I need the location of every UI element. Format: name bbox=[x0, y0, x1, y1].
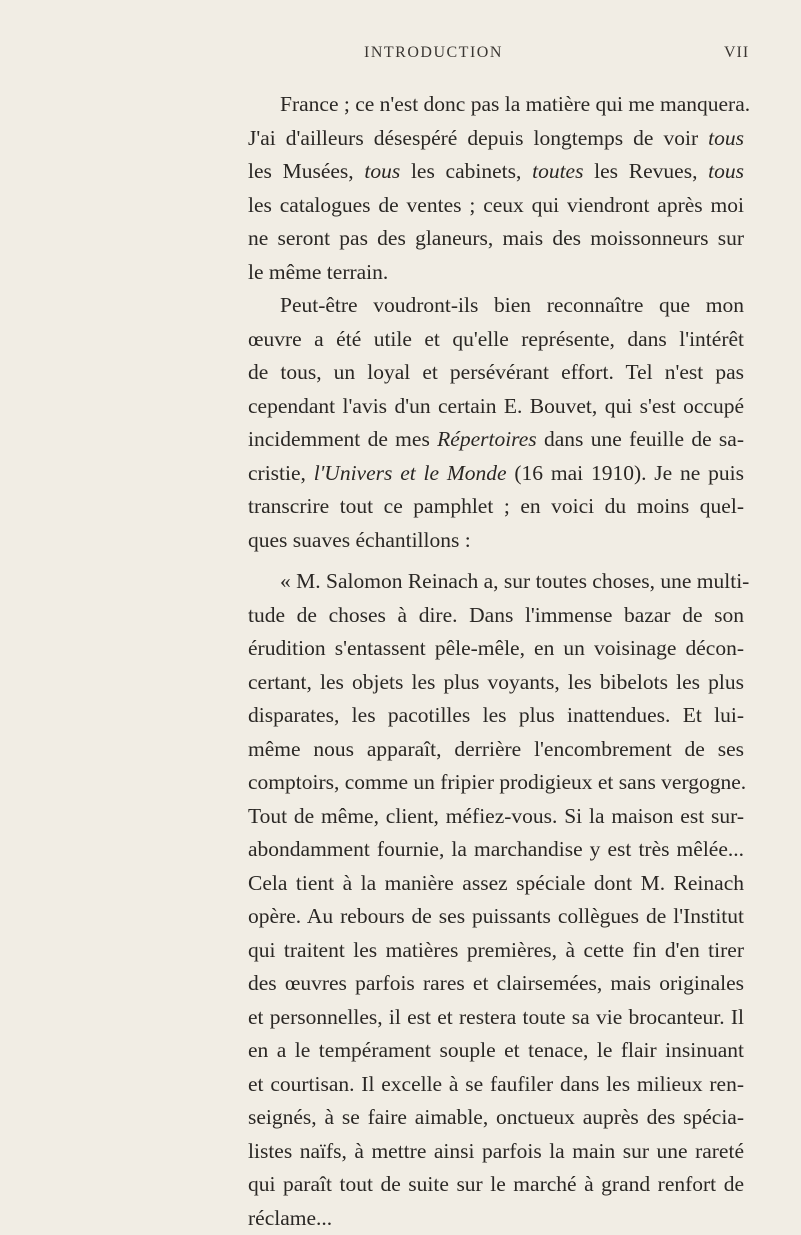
text-line: Tout de même, client, méfiez-vous. Si la maison est sur- bbox=[248, 800, 744, 834]
page-number: VII bbox=[724, 44, 749, 62]
text-line: France ; ce n'est donc pas la matière qui me manquera. bbox=[248, 88, 744, 122]
text-line: qui paraît tout de suite sur le marché à grand renfort de bbox=[248, 1168, 744, 1202]
text-line: seignés, à se faire aimable, onctueux auprès des spécia- bbox=[248, 1101, 744, 1135]
text-line: des œuvres parfois rares et clairsemées, mais originales bbox=[248, 967, 744, 1001]
text-line: transcrire tout ce pamphlet ; en voici du moins quel- bbox=[248, 490, 744, 524]
text-line: qui traitent les matières premières, à cette fin d'en tirer bbox=[248, 934, 744, 968]
text-line: abondamment fournie, la marchandise y est très mêlée... bbox=[248, 833, 744, 867]
text-line: réclame... bbox=[248, 1202, 744, 1235]
italic-text: Répertoires bbox=[437, 427, 537, 451]
text-line: de tous, un loyal et persévérant effort. Tel n'est pas bbox=[248, 356, 744, 390]
running-head bbox=[0, 44, 801, 68]
text-line: « M. Salomon Reinach a, sur toutes choses, une multi- bbox=[248, 565, 744, 599]
text-line: comptoirs, comme un fripier prodigieux et sans vergogne. bbox=[248, 766, 744, 800]
italic-text: tous bbox=[708, 126, 744, 150]
text-line: et courtisan. Il excelle à se faufiler dans les milieux ren- bbox=[248, 1068, 744, 1102]
italic-text: tous bbox=[708, 159, 744, 183]
text-line: en a le tempérament souple et tenace, le flair insinuant bbox=[248, 1034, 744, 1068]
text-line: érudition s'entassent pêle-mêle, en un voisinage décon- bbox=[248, 632, 744, 666]
text-line: Cela tient à la manière assez spéciale dont M. Reinach bbox=[248, 867, 744, 901]
text-line: ne seront pas des glaneurs, mais des moissonneurs sur bbox=[248, 222, 744, 256]
text-line: listes naïfs, à mettre ainsi parfois la main sur une rareté bbox=[248, 1135, 744, 1169]
running-title: INTRODUCTION bbox=[364, 44, 503, 62]
text-line: le même terrain. bbox=[248, 256, 744, 290]
text-line: œuvre a été utile et qu'elle représente, dans l'intérêt bbox=[248, 323, 744, 357]
italic-text: toutes bbox=[532, 159, 583, 183]
text-line: disparates, les pacotilles les plus inattendues. Et lui- bbox=[248, 699, 744, 733]
text-line: les catalogues de ventes ; ceux qui viendront après moi bbox=[248, 189, 744, 223]
text-line: Peut-être voudront-ils bien reconnaître que mon bbox=[248, 289, 744, 323]
text-line: et personnelles, il est et restera toute sa vie brocanteur. Il bbox=[248, 1001, 744, 1035]
body-text bbox=[248, 88, 744, 1235]
text-line: incidemment de mes Répertoires dans une feuille de sa- bbox=[248, 423, 744, 457]
text-line: les Musées, tous les cabinets, toutes les Revues, tous bbox=[248, 155, 744, 189]
text-line: certant, les objets les plus voyants, les bibelots les plus bbox=[248, 666, 744, 700]
text-line: cristie, l'Univers et le Monde (16 mai 1910). Je ne puis bbox=[248, 457, 744, 491]
text-line: J'ai d'ailleurs désespéré depuis longtemps de voir tous bbox=[248, 122, 744, 156]
italic-text: tous bbox=[364, 159, 400, 183]
text-line: ques suaves échantillons : bbox=[248, 524, 744, 558]
italic-text: l'Univers et le Monde bbox=[314, 461, 507, 485]
text-line: cependant l'avis d'un certain E. Bouvet, qui s'est occupé bbox=[248, 390, 744, 424]
text-line: tude de choses à dire. Dans l'immense bazar de son bbox=[248, 599, 744, 633]
text-line: opère. Au rebours de ses puissants collègues de l'Institut bbox=[248, 900, 744, 934]
text-line: même nous apparaît, derrière l'encombrement de ses bbox=[248, 733, 744, 767]
